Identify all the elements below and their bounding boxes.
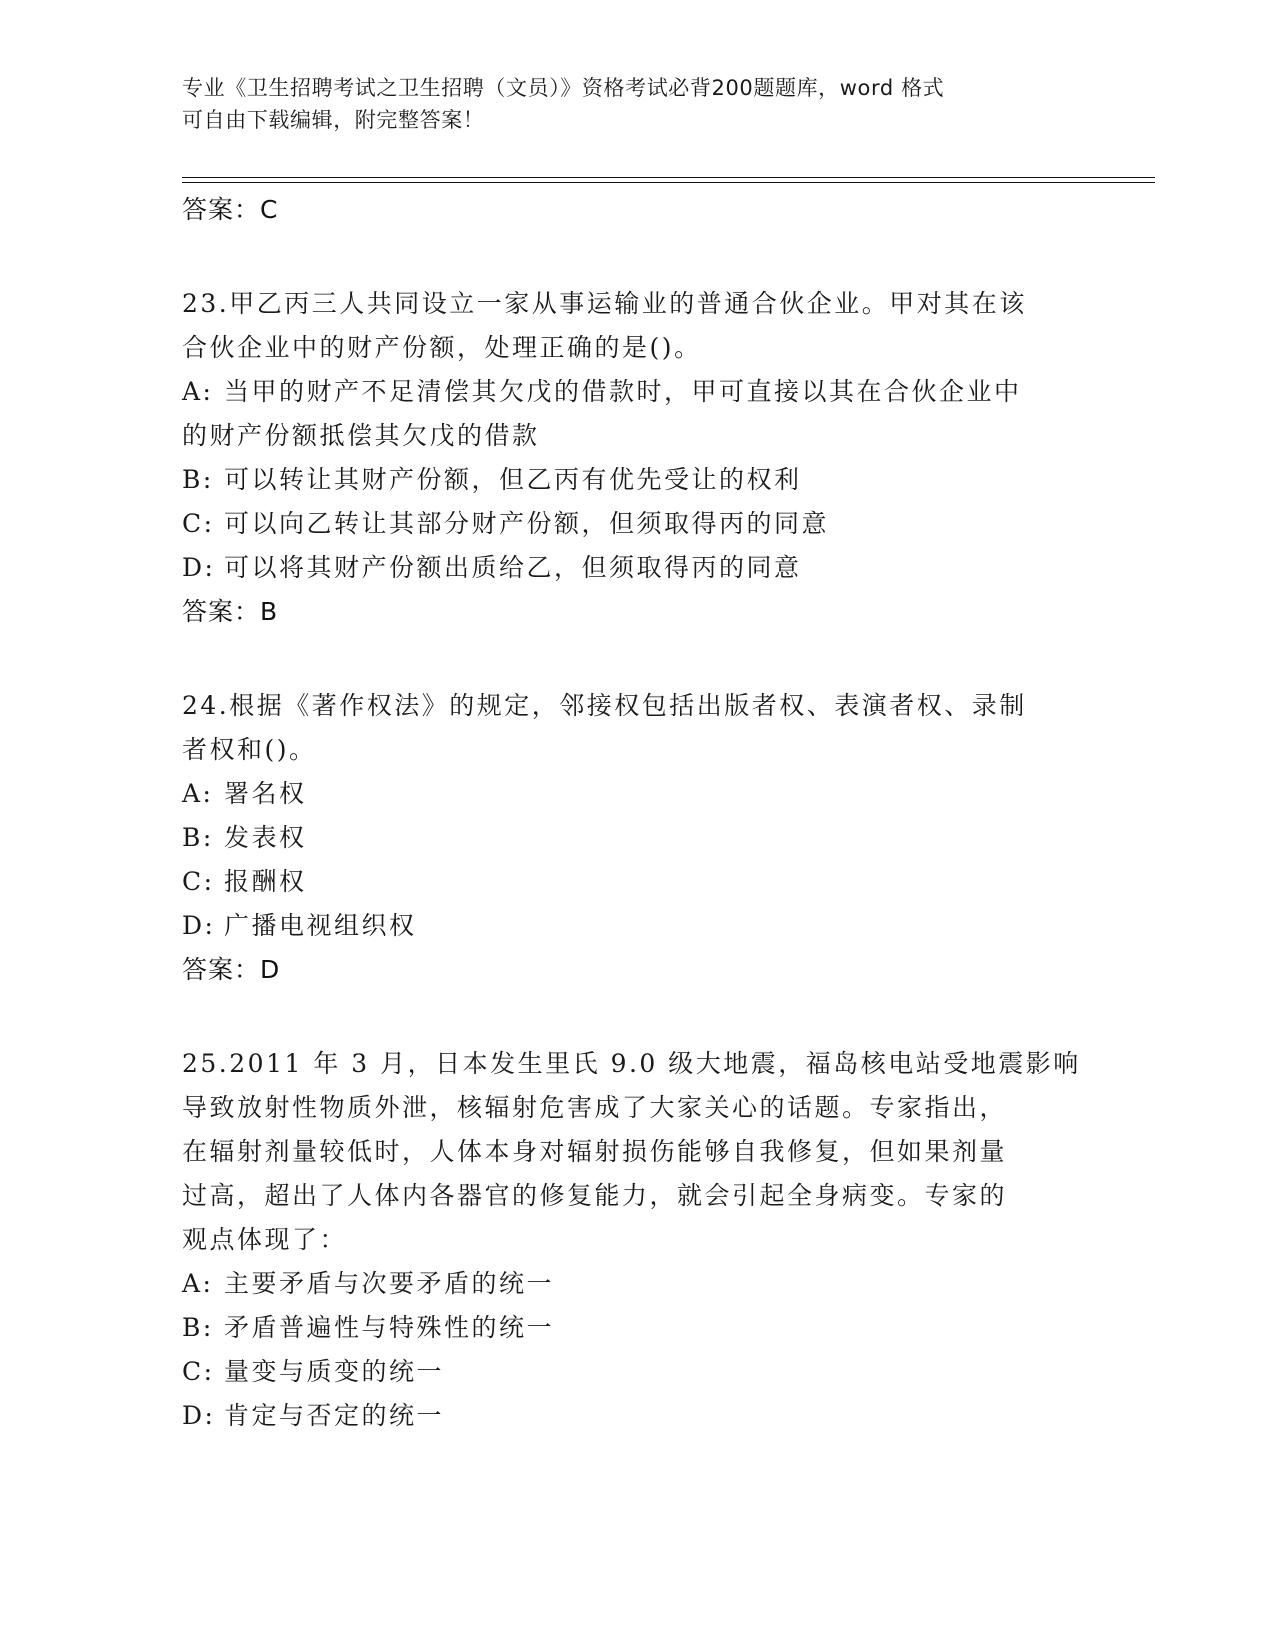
option-letter: B: xyxy=(182,1313,214,1342)
option-b xyxy=(182,816,1082,860)
option-a xyxy=(182,772,1082,816)
option-text: 的财产份额抵偿其欠戊的借款 xyxy=(182,421,540,450)
header-divider-bottom xyxy=(182,182,1155,183)
option-d xyxy=(182,546,1082,590)
previous-answer: 答案：C xyxy=(182,195,279,224)
option-b xyxy=(182,458,1082,502)
option-text: 可以转让其财产份额，但乙丙有优先受让的权利 xyxy=(224,465,802,494)
option-letter: D: xyxy=(182,553,216,582)
question-stem-line: 23.甲乙丙三人共同设立一家从事运输业的普通合伙企业。甲对其在该 xyxy=(182,289,1027,318)
questions-container xyxy=(182,282,1082,1438)
option-letter: C: xyxy=(182,509,215,538)
question-stem-line: 合伙企业中的财产份额，处理正确的是()。 xyxy=(182,333,702,362)
question-stem-line: 观点体现了： xyxy=(182,1225,348,1254)
option-text: 量变与质变的统一 xyxy=(224,1357,445,1386)
option-letter: C: xyxy=(182,867,215,896)
question-stem-line: 过高，超出了人体内各器官的修复能力，就会引起全身病变。专家的 xyxy=(182,1181,1008,1210)
option-a xyxy=(182,1262,1082,1306)
question-stem-line: 24.根据《著作权法》的规定，邻接权包括出版者权、表演者权、录制 xyxy=(182,691,1027,720)
option-text: 可以向乙转让其部分财产份额，但须取得丙的同意 xyxy=(224,509,830,538)
option-d xyxy=(182,1394,1082,1438)
question-block xyxy=(182,282,1082,634)
option-letter: A: xyxy=(182,1269,214,1298)
question-stem-line: 者权和()。 xyxy=(182,735,317,764)
question-stem-line: 导致放射性物质外泄，核辐射危害成了大家关心的话题。专家指出， xyxy=(182,1093,1008,1122)
option-letter: B: xyxy=(182,465,214,494)
question-stem xyxy=(182,684,1082,772)
question-list xyxy=(182,188,1082,1438)
document-header xyxy=(182,72,1062,136)
option-b xyxy=(182,1306,1082,1350)
header-line-2: 可自由下载编辑，附完整答案！ xyxy=(182,108,485,132)
question-stem xyxy=(182,1042,1082,1262)
option-letter: D: xyxy=(182,1401,216,1430)
option-text: 肯定与否定的统一 xyxy=(224,1401,445,1430)
answer-line: 答案：D xyxy=(182,955,281,984)
option-text: 矛盾普遍性与特殊性的统一 xyxy=(224,1313,555,1342)
option-letter: A: xyxy=(182,377,214,406)
option-text: 报酬权 xyxy=(224,867,307,896)
option-text: 发表权 xyxy=(224,823,307,852)
question-block xyxy=(182,684,1082,992)
header-divider-top xyxy=(182,177,1155,178)
option-text: 可以将其财产份额出质给乙，但须取得丙的同意 xyxy=(224,553,802,582)
option-letter: B: xyxy=(182,823,214,852)
question-stem-line: 在辐射剂量较低时，人体本身对辐射损伤能够自我修复，但如果剂量 xyxy=(182,1137,1008,1166)
question-stem xyxy=(182,282,1082,370)
option-letter: A: xyxy=(182,779,214,808)
option-text: 主要矛盾与次要矛盾的统一 xyxy=(224,1269,555,1298)
option-a xyxy=(182,414,1082,458)
option-text: 广播电视组织权 xyxy=(224,911,417,940)
answer-line: 答案：B xyxy=(182,597,279,626)
option-c xyxy=(182,860,1082,904)
option-text: 当甲的财产不足清偿其欠戊的借款时，甲可直接以其在合伙企业中 xyxy=(224,377,1022,406)
option-letter: C: xyxy=(182,1357,215,1386)
header-line-1: 专业《卫生招聘考试之卫生招聘（文员）》资格考试必背200题题库，word 格式 xyxy=(182,76,945,100)
option-c xyxy=(182,502,1082,546)
option-text: 署名权 xyxy=(224,779,307,808)
option-a xyxy=(182,370,1082,414)
option-letter: D: xyxy=(182,911,216,940)
option-d xyxy=(182,904,1082,948)
option-c xyxy=(182,1350,1082,1394)
question-block xyxy=(182,1042,1082,1438)
question-stem-line: 25.2011 年 3 月，日本发生里氏 9.0 级大地震，福岛核电站受地震影响 xyxy=(182,1049,1081,1078)
